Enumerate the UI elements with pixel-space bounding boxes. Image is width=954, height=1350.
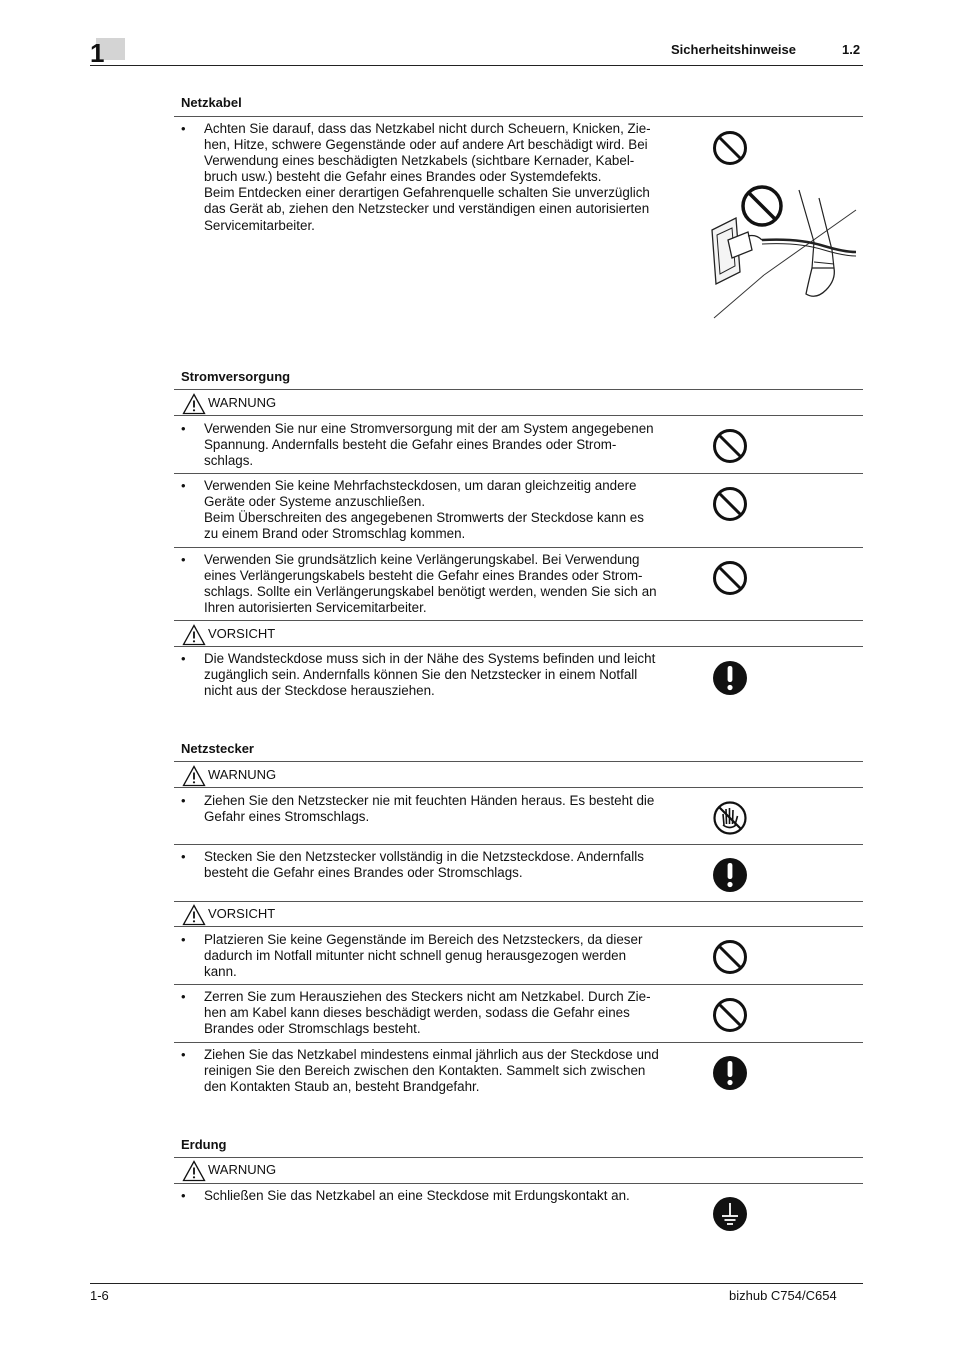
warning-label: WARNUNG <box>208 395 277 410</box>
safety-text: Stecken Sie den Netzstecker vollständig in die Netzsteckdose. Andernfalls besteht die Gefahr eines Brandes oder Stromschlags. <box>204 849 644 881</box>
prohibition-icon <box>712 560 748 596</box>
rule <box>174 984 863 985</box>
warning-triangle-icon <box>182 393 206 415</box>
rule <box>174 547 863 548</box>
prohibition-icon <box>712 997 748 1033</box>
bullet: • <box>181 1047 186 1062</box>
power-cord-illustration <box>704 180 859 320</box>
caution-triangle-icon <box>182 904 206 926</box>
bullet: • <box>181 478 186 493</box>
bullet: • <box>181 989 186 1004</box>
safety-text: Ziehen Sie das Netzkabel mindestens einmal jährlich aus der Steckdose und reinigen Sie den Bereich zwischen den Kontakten. Sammelt sich zwischen den Kontakten Staub an, besteht Brandgefahr. <box>204 1047 659 1095</box>
rule <box>174 761 863 762</box>
product-name: bizhub C754/C654 <box>729 1288 837 1303</box>
warning-label: WARNUNG <box>208 767 277 782</box>
rule <box>174 473 863 474</box>
bullet: • <box>181 421 186 436</box>
safety-text: Platzieren Sie keine Gegenstände im Bereich des Netzsteckers, da dieser dadurch im Notfall mitunter nicht schnell genug herausgezogen werden kann. <box>204 932 643 980</box>
prohibition-icon <box>712 939 748 975</box>
rule <box>174 646 863 647</box>
safety-text: Verwenden Sie nur eine Stromversorgung mit der am System angegebenen Spannung. Andernfalls besteht die Gefahr eines Brandes oder Strom- schlags. <box>204 421 654 469</box>
rule <box>174 1183 863 1184</box>
safety-text: Die Wandsteckdose muss sich in der Nähe des Systems befinden und leicht zugänglich sein. Andernfalls können Sie den Netzstecker in einem Notfall nicht aus der Steckdose herausziehen. <box>204 651 656 699</box>
rule <box>174 901 863 902</box>
bullet: • <box>181 849 186 864</box>
rule <box>174 787 863 788</box>
warning-triangle-icon <box>182 1160 206 1182</box>
safety-text: Zerren Sie zum Herausziehen des Steckers nicht am Netzkabel. Durch Zie- hen am Kabel kann dieses beschädigt werden, sodass die Gefahr eines Brandes oder Stromschlags besteht. <box>204 989 651 1037</box>
grounding-icon <box>712 1196 748 1232</box>
prohibition-icon <box>712 130 748 166</box>
no-wet-hands-icon <box>712 800 748 836</box>
caution-triangle-icon <box>182 624 206 646</box>
safety-text: Schließen Sie das Netzkabel an eine Steckdose mit Erdungskontakt an. <box>204 1188 630 1203</box>
rule <box>174 415 863 416</box>
rule <box>174 389 863 390</box>
page-number: 1-6 <box>90 1288 109 1303</box>
prohibition-icon <box>712 486 748 522</box>
mandatory-action-icon <box>712 1055 748 1091</box>
heading-netzstecker: Netzstecker <box>181 741 254 756</box>
bullet: • <box>181 121 186 136</box>
section-number: 1.2 <box>842 42 861 57</box>
mandatory-action-icon <box>712 660 748 696</box>
chapter-number: 1 <box>90 38 105 68</box>
section-title: Sicherheitshinweise <box>671 42 796 57</box>
heading-netzkabel: Netzkabel <box>181 95 242 110</box>
bullet: • <box>181 552 186 567</box>
rule <box>174 844 863 845</box>
caution-label: VORSICHT <box>208 626 276 641</box>
rule <box>174 926 863 927</box>
heading-stromversorgung: Stromversorgung <box>181 369 291 384</box>
safety-text: Verwenden Sie grundsätzlich keine Verlängerungskabel. Bei Verwendung eines Verlängerungskabels besteht die Gefahr eines Brandes oder Strom- schlags. Sollte ein Verlängerungskabel benötigt werden, wenden Sie sich an Ihren autorisierten Servicemitarbeiter. <box>204 552 657 616</box>
rule <box>174 620 863 621</box>
safety-text: Ziehen Sie den Netzstecker nie mit feuchten Händen heraus. Es besteht die Gefahr eines Stromschlags. <box>204 793 655 825</box>
rule <box>174 1157 863 1158</box>
rule <box>174 116 863 117</box>
bullet: • <box>181 651 186 666</box>
bullet: • <box>181 932 186 947</box>
header-rule <box>90 65 863 66</box>
mandatory-action-icon <box>712 857 748 893</box>
caution-label: VORSICHT <box>208 906 276 921</box>
safety-text: Achten Sie darauf, dass das Netzkabel nicht durch Scheuern, Knicken, Zie- hen, Hitze, schwere Gegenstände oder auf andere Art beschädigt wird. Bei Verwendung eines beschädigten Netzkabels (sichtbare Kernader, Kabel- bruch usw.) besteht die Gefahr eines Brandes oder Systemdefekts. Beim Entdecken einer derartigen Gefahrenquelle schalten Sie unverzüglich das Gerät ab, ziehen den Netzstecker und verständigen einen autorisierten Servicemitarbeiter. <box>204 121 651 233</box>
bullet: • <box>181 1188 186 1203</box>
safety-text: Verwenden Sie keine Mehrfachsteckdosen, um daran gleichzeitig andere Geräte oder Systeme anzuschließen. Beim Überschreiten des angegebenen Stromwerts der Steckdose kann es zu einem Brand oder Stromschlag kommen. <box>204 478 644 542</box>
footer-rule <box>90 1283 863 1284</box>
warning-triangle-icon <box>182 765 206 787</box>
prohibition-icon <box>712 428 748 464</box>
warning-label: WARNUNG <box>208 1162 277 1177</box>
bullet: • <box>181 793 186 808</box>
rule <box>174 1042 863 1043</box>
heading-erdung: Erdung <box>181 1137 227 1152</box>
